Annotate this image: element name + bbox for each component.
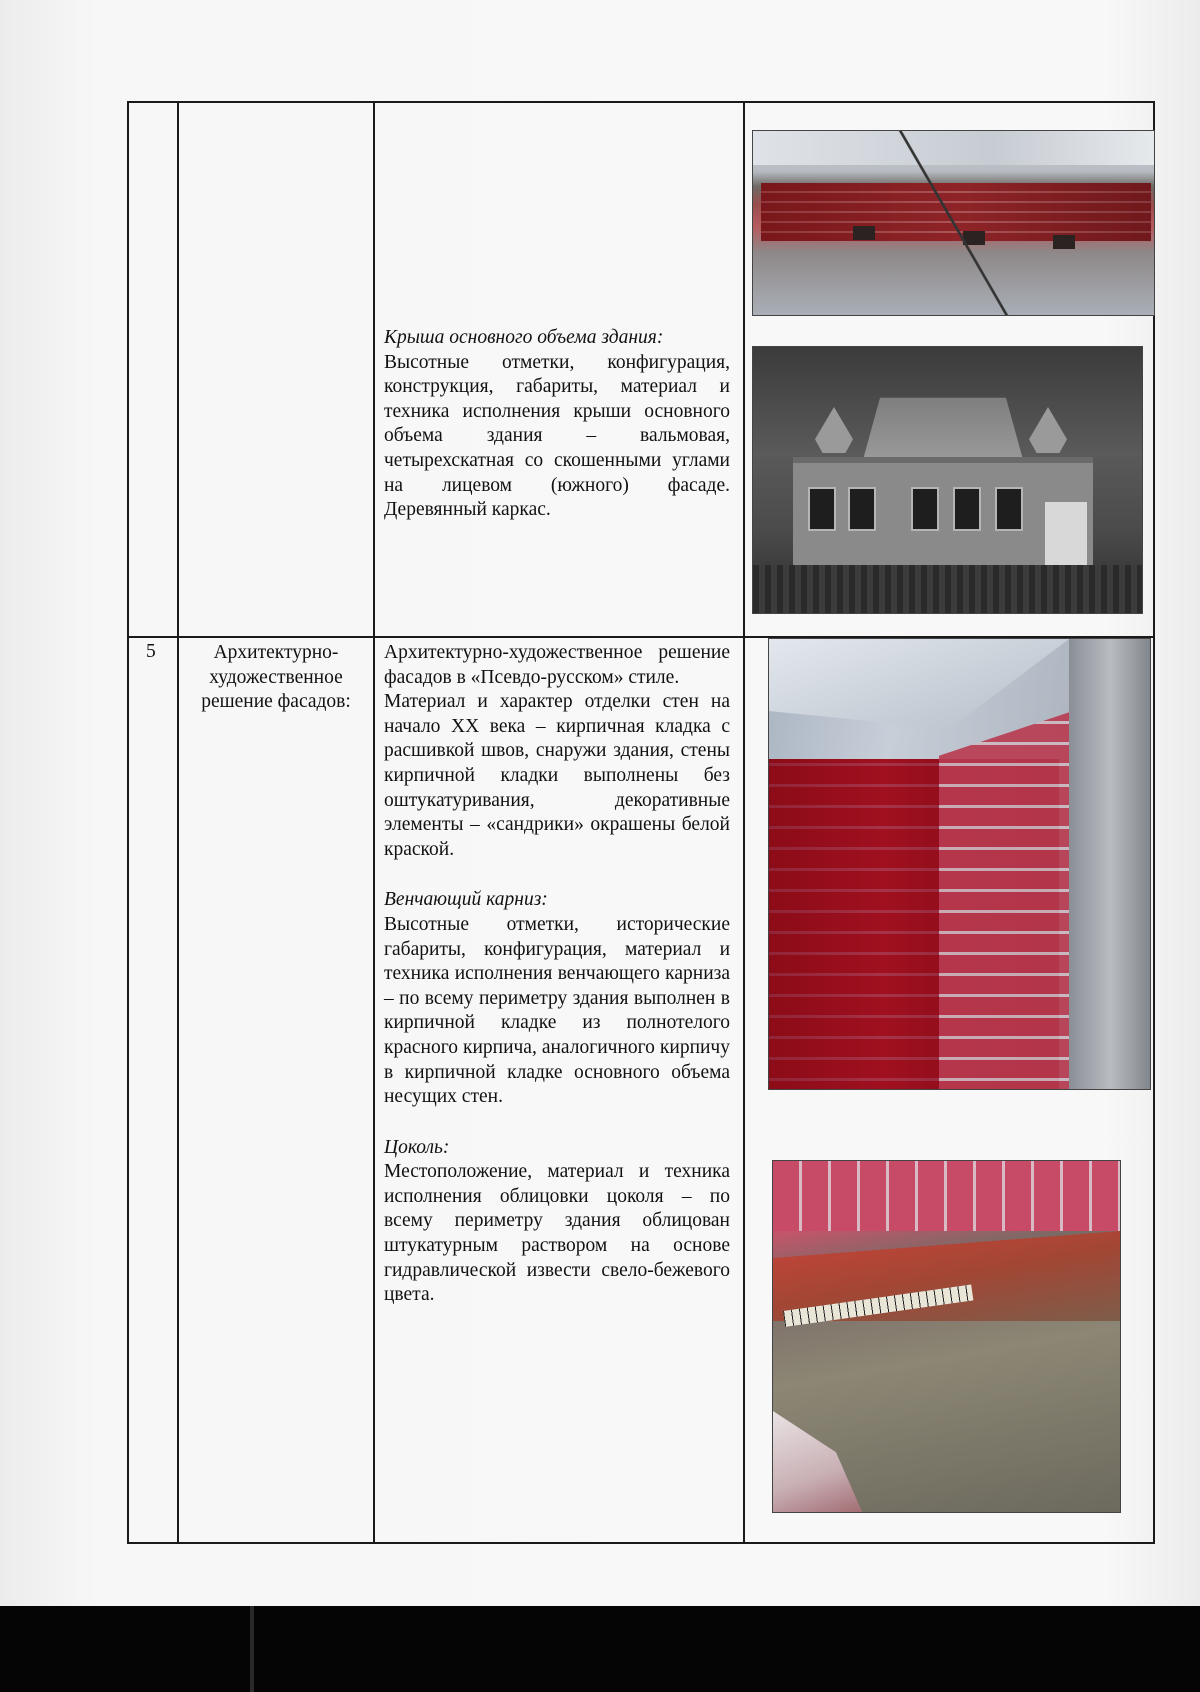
facade-material-text: Материал и характер отделки стен на начало XX века – кирпичная кладка с расшивкой швов, снаружи здания, стены кирпичной кладки выполнены без оштукатуривания, декоративные элементы – «сандрики» окрашены белой краской. <box>384 691 730 860</box>
plinth-text: Местоположение, материал и техника исполнения облицовки цоколя – по всему периметру здания облицован штукатурным раствором на основе гидравлической извести свело-бежевого цвета. <box>384 1161 730 1306</box>
facade-description <box>384 641 730 1308</box>
col-divider-1 <box>177 103 179 1542</box>
photo-cornice-brickwork <box>752 130 1155 316</box>
col-divider-2 <box>373 103 375 1542</box>
scan-border <box>0 1606 1200 1692</box>
photo-historic-building-bw <box>752 346 1143 614</box>
col-divider-3 <box>743 103 745 1542</box>
roof-description <box>384 326 730 523</box>
cornice-text: Высотные отметки, исторические габариты, конфигурация, материал и техника исполнения венчающего карниза – по всему периметру здания выполнен в кирпичной кладке из полнотелого красного кирпича, аналогичного кирпичу в кирпичной кладке основного объема несущих стен. <box>384 913 730 1108</box>
facade-style-text: Архитектурно-художественное решение фасадов в «Псевдо-русском» стиле. <box>384 642 730 688</box>
roof-heading: Крыша основного объема здания: <box>384 327 664 348</box>
cornice-heading: Венчающий карниз: <box>384 889 548 911</box>
row-name: Архитектурно-художественное решение фасадов: <box>201 642 351 713</box>
row-number: 5 <box>146 641 156 662</box>
photo-brick-wall-corner <box>768 638 1151 1090</box>
plinth-heading: Цоколь: <box>384 1136 450 1158</box>
photo-plinth-with-tape-measure <box>772 1160 1121 1513</box>
roof-text: Высотные отметки, конфигурация, конструкция, габариты, материал и техника исполнения крыши основного объема здания – вальмовая, четырехскатная со скошенными углами на лицевом (южного) фасаде. Деревянный каркас. <box>384 351 730 521</box>
